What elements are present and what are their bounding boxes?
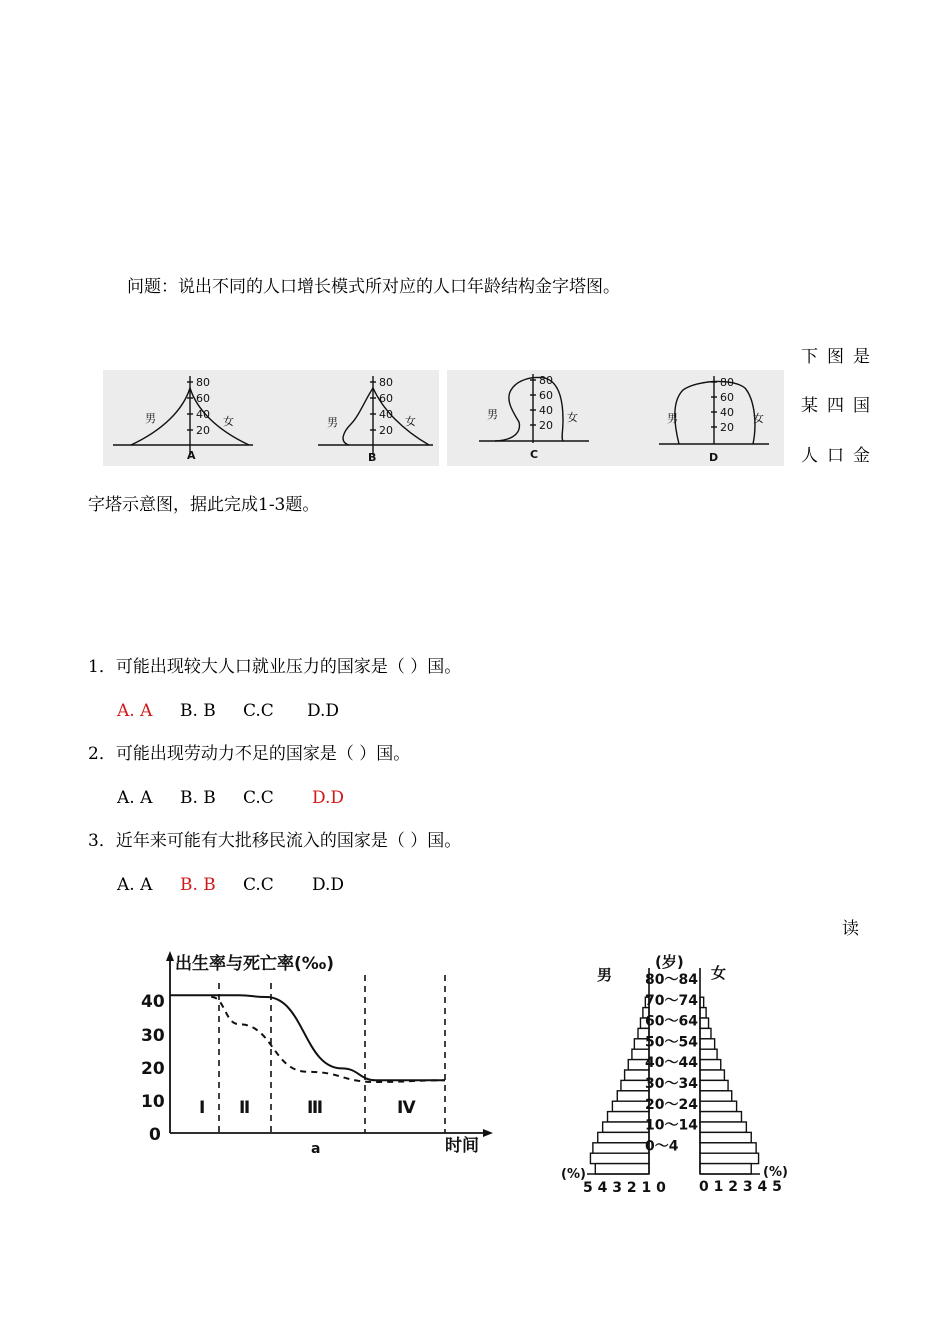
pyramid-d-tick-60: 60 bbox=[720, 391, 734, 404]
rate-y-arrow bbox=[166, 951, 174, 961]
question-3-option-a[interactable]: A. A bbox=[117, 875, 153, 895]
female-bar bbox=[700, 1070, 724, 1080]
age-group-label: 40～44 bbox=[645, 1055, 698, 1072]
pyramid-figure-c bbox=[447, 370, 784, 466]
question-2-option-b[interactable]: B. B bbox=[180, 788, 216, 808]
pyr-female-label: 女 bbox=[711, 964, 727, 982]
population-pyramid-chart bbox=[557, 948, 792, 1198]
female-bar bbox=[700, 1122, 746, 1132]
pyramid-d-tick-40: 40 bbox=[720, 406, 734, 419]
pyramid-a-female-label: 女 bbox=[223, 415, 234, 428]
female-bar bbox=[700, 1039, 715, 1049]
female-bar bbox=[700, 1049, 717, 1059]
age-group-label: 60～64 bbox=[645, 1013, 698, 1030]
female-bar bbox=[700, 1101, 737, 1111]
question-3-options bbox=[117, 875, 344, 895]
rate-chart-ylabel: 出生率与死亡率(‰) bbox=[175, 954, 335, 974]
pyr-unit-left: (%) bbox=[561, 1167, 586, 1182]
question-1-stem: 1．可能出现较大人口就业压力的国家是（ ）国。 bbox=[88, 657, 462, 677]
birth-rate-line bbox=[170, 995, 445, 1080]
pyramid-a-letter: A bbox=[187, 449, 196, 462]
stage-4-label: Ⅳ bbox=[397, 1098, 416, 1118]
pyramid-a-tick-80: 80 bbox=[196, 376, 210, 389]
question-2-option-d[interactable]: D.D bbox=[312, 788, 345, 808]
pyramid-b-tick-40: 40 bbox=[379, 408, 393, 421]
side-text-line2: 某四国 bbox=[801, 396, 879, 416]
question-1-options bbox=[117, 701, 339, 721]
pyramid-d-male-label: 男 bbox=[667, 412, 678, 425]
pyramid-c-tick-80: 80 bbox=[539, 374, 553, 387]
age-group-label: 20～24 bbox=[645, 1096, 698, 1113]
stage-2-label: Ⅱ bbox=[239, 1098, 251, 1118]
pyramid-b-tick-20: 20 bbox=[379, 424, 393, 437]
pyramid-c-letter: C bbox=[530, 448, 539, 461]
pyr-age-unit: (岁) bbox=[655, 953, 684, 971]
age-group-label: 50～54 bbox=[645, 1034, 698, 1051]
female-bar bbox=[700, 1091, 732, 1101]
female-bar bbox=[700, 1112, 741, 1122]
female-bar bbox=[700, 1132, 751, 1142]
pyramid-c-female-label: 女 bbox=[567, 411, 578, 424]
stage-1-label: Ⅰ bbox=[199, 1098, 206, 1118]
rate-ytick-10: 10 bbox=[141, 1092, 165, 1112]
pyramid-figure-a bbox=[103, 370, 439, 466]
pyramid-c-tick-60: 60 bbox=[539, 389, 553, 402]
question-1-option-a[interactable]: A. A bbox=[117, 701, 153, 721]
age-group-label: 10～14 bbox=[645, 1117, 698, 1134]
female-bar bbox=[700, 1060, 721, 1070]
female-bar bbox=[700, 1028, 711, 1038]
male-bar bbox=[603, 1122, 649, 1132]
rate-ytick-0: 0 bbox=[149, 1125, 161, 1145]
question-3-option-c[interactable]: C.C bbox=[243, 875, 274, 895]
pyramid-b-tick-60: 60 bbox=[379, 392, 393, 405]
male-bar bbox=[598, 1132, 649, 1142]
death-rate-line bbox=[211, 997, 445, 1082]
female-bar bbox=[700, 1008, 706, 1018]
age-group-label: 70～74 bbox=[645, 992, 698, 1009]
pyramid-a-tick-60: 60 bbox=[196, 392, 210, 405]
pyramid-a-tick-40: 40 bbox=[196, 408, 210, 421]
rate-ytick-30: 30 bbox=[141, 1026, 165, 1046]
question-2-option-a[interactable]: A. A bbox=[117, 788, 153, 808]
rate-chart-marker-a: a bbox=[311, 1141, 321, 1157]
female-bar bbox=[700, 1143, 756, 1153]
pyramid-d-female-label: 女 bbox=[753, 412, 764, 425]
pyramid-c-male-label: 男 bbox=[487, 408, 498, 421]
age-group-label: 80～84 bbox=[645, 972, 698, 988]
female-bar bbox=[700, 1018, 709, 1028]
rate-ytick-40: 40 bbox=[141, 992, 165, 1012]
pyr-xticks-right: 0 1 2 3 4 5 bbox=[699, 1179, 782, 1195]
question-2-option-c[interactable]: C.C bbox=[243, 788, 274, 808]
question-3-option-b[interactable]: B. B bbox=[180, 875, 216, 895]
pyramid-d-tick-80: 80 bbox=[720, 376, 734, 389]
rate-chart-xlabel: 时间 bbox=[445, 1136, 479, 1156]
pyr-xticks-left: 5 4 3 2 1 0 bbox=[583, 1180, 666, 1196]
read-label: 读 bbox=[842, 919, 859, 939]
pyramid-b-female-label: 女 bbox=[405, 415, 416, 428]
pyr-unit-right: (%) bbox=[763, 1165, 788, 1180]
question-1-option-d[interactable]: D.D bbox=[307, 701, 340, 721]
age-group-label: 30～34 bbox=[645, 1076, 698, 1092]
question-2-stem: 2．可能出现劳动力不足的国家是（ ）国。 bbox=[88, 744, 411, 764]
pyr-male-label: 男 bbox=[597, 966, 613, 984]
pyramid-d-tick-20: 20 bbox=[720, 421, 734, 434]
male-bar bbox=[608, 1112, 649, 1122]
continuation-text: 字塔示意图，据此完成1-3题。 bbox=[88, 495, 320, 515]
stage-3-label: Ⅲ bbox=[307, 1098, 324, 1118]
side-text-line3: 人口金 bbox=[801, 446, 879, 466]
question-3-option-d[interactable]: D.D bbox=[312, 875, 345, 895]
pyramid-d-letter: D bbox=[709, 451, 719, 464]
question-intro: 问题：说出不同的人口增长模式所对应的人口年龄结构金字塔图。 bbox=[127, 277, 620, 297]
pyramid-c-tick-40: 40 bbox=[539, 404, 553, 417]
male-bar bbox=[590, 1153, 649, 1163]
pyramid-b-male-label: 男 bbox=[327, 416, 338, 429]
pyramid-c-tick-20: 20 bbox=[539, 419, 553, 432]
age-group-label: 0～4 bbox=[645, 1138, 679, 1155]
pyramid-b-tick-80: 80 bbox=[379, 376, 393, 389]
question-2-options bbox=[117, 788, 344, 808]
question-1-option-c[interactable]: C.C bbox=[243, 701, 274, 721]
female-bar bbox=[700, 1164, 751, 1174]
question-3-stem: 3．近年来可能有大批移民流入的国家是（ ）国。 bbox=[88, 831, 462, 851]
male-bar bbox=[595, 1164, 649, 1174]
female-bar bbox=[700, 1153, 759, 1163]
rate-x-arrow bbox=[483, 1129, 493, 1137]
female-bar bbox=[700, 1080, 728, 1090]
pyramid-b-letter: B bbox=[368, 451, 377, 464]
pyramid-a-male-label: 男 bbox=[145, 412, 156, 425]
male-bar bbox=[612, 1101, 649, 1111]
male-bar bbox=[593, 1143, 649, 1153]
birth-death-rate-chart bbox=[135, 945, 505, 1165]
pyramid-a-tick-20: 20 bbox=[196, 424, 210, 437]
rate-ytick-20: 20 bbox=[141, 1059, 165, 1079]
question-1-option-b[interactable]: B. B bbox=[180, 701, 216, 721]
side-text-line1: 下图是 bbox=[801, 347, 879, 367]
